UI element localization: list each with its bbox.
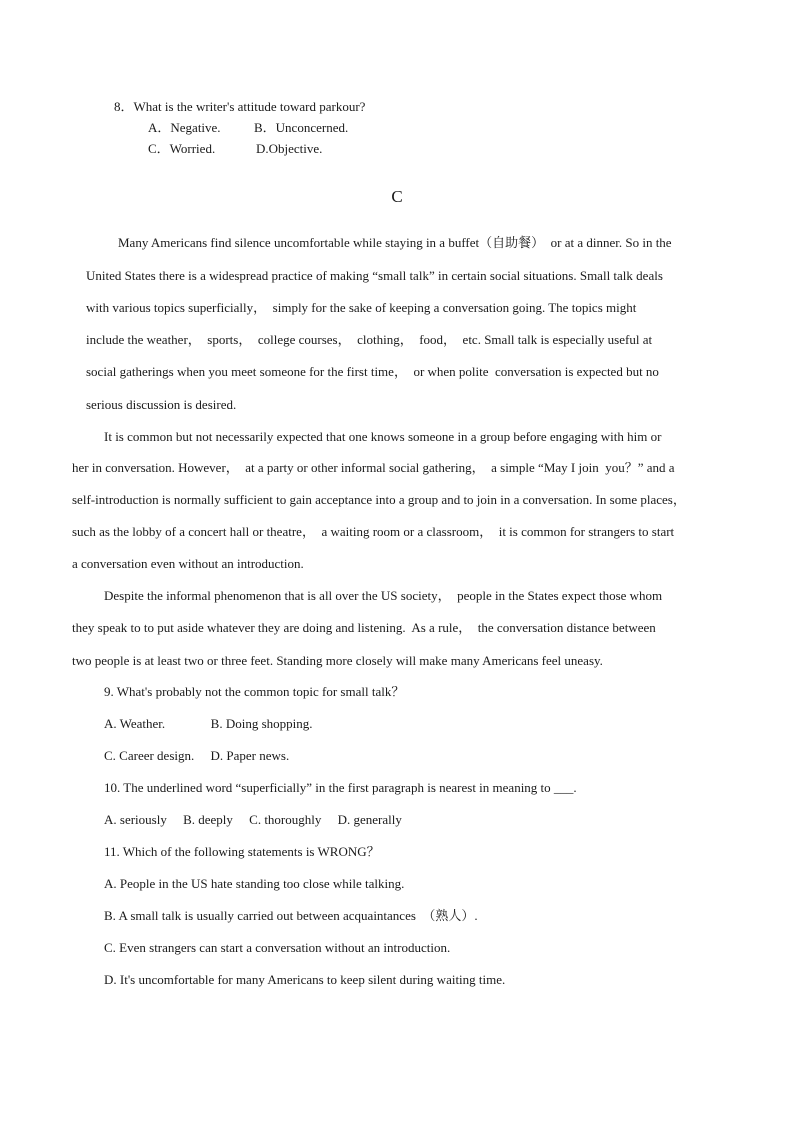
passage-p3-line: two people is at least two or three feet. Standing more closely will make many Americans feel uneasy.	[72, 653, 603, 668]
question-8-stem: 8．What is the writer's attitude toward parkour?	[114, 99, 366, 114]
question-9-options-cd: C. Career design. D. Paper news.	[104, 748, 290, 763]
question-10-options: A. seriously B. deeply C. thoroughly D. generally	[104, 812, 402, 827]
passage-p1-line: serious discussion is desired.	[86, 397, 237, 412]
question-11-option-c: C. Even strangers can start a conversation without an introduction.	[104, 940, 451, 955]
question-9-options-ab: A. Weather. B. Doing shopping.	[104, 716, 313, 731]
section-title: C	[391, 187, 403, 206]
passage-p2-line: her in conversation. However， at a party or other informal social gathering， a simple “May I join you？” and a	[72, 460, 675, 475]
question-9-stem: 9. What's probably not the common topic for small talk？	[104, 684, 405, 699]
passage-p1-line: include the weather， sports， college courses， clothing， food， etc. Small talk is especially useful at	[86, 332, 653, 347]
passage-p2-line: It is common but not necessarily expected that one knows someone in a group before engaging with him or	[104, 429, 662, 444]
question-11-option-a: A. People in the US hate standing too close while talking.	[104, 876, 405, 891]
passage-p3-line: Despite the informal phenomenon that is all over the US society， people in the States expect those whom	[104, 588, 663, 603]
question-8-option-b: B．Unconcerned.	[254, 120, 349, 135]
question-11-option-d: D. It's uncomfortable for many Americans to keep silent during waiting time.	[104, 972, 506, 987]
question-10-stem: 10. The underlined word “superficially” in the first paragraph is nearest in meaning to ___.	[104, 780, 577, 795]
question-8-option-c: C．Worried.	[148, 141, 216, 156]
passage-p1-line: social gatherings when you meet someone for the first time， or when polite conversation is expected but no	[86, 364, 659, 379]
passage-p2-line: self-introduction is normally sufficient to gain acceptance into a group and to join in a conversation. In some places，	[72, 492, 686, 507]
passage-p2-line: such as the lobby of a concert hall or theatre， a waiting room or a classroom， it is common for strangers to start	[72, 524, 675, 539]
question-11-option-b: B. A small talk is usually carried out between acquaintances （熟人）.	[104, 908, 478, 923]
question-8-option-a: A．Negative.	[148, 120, 221, 135]
question-8-option-d: D.Objective.	[256, 141, 323, 156]
passage-p1-line: Many Americans find silence uncomfortable while staying in a buffet（自助餐） or at a dinner. So in the	[118, 235, 672, 250]
passage-p3-line: they speak to to put aside whatever they are doing and listening. As a rule， the conversation distance between	[72, 620, 656, 635]
question-11-stem: 11. Which of the following statements is WRONG？	[104, 844, 380, 859]
passage-p2-line: a conversation even without an introduction.	[72, 556, 304, 571]
passage-p1-line: with various topics superficially， simply for the sake of keeping a conversation going. The topics might	[86, 300, 637, 315]
passage-p1-line: United States there is a widespread practice of making “small talk” in certain social situations. Small talk deals	[86, 268, 663, 283]
